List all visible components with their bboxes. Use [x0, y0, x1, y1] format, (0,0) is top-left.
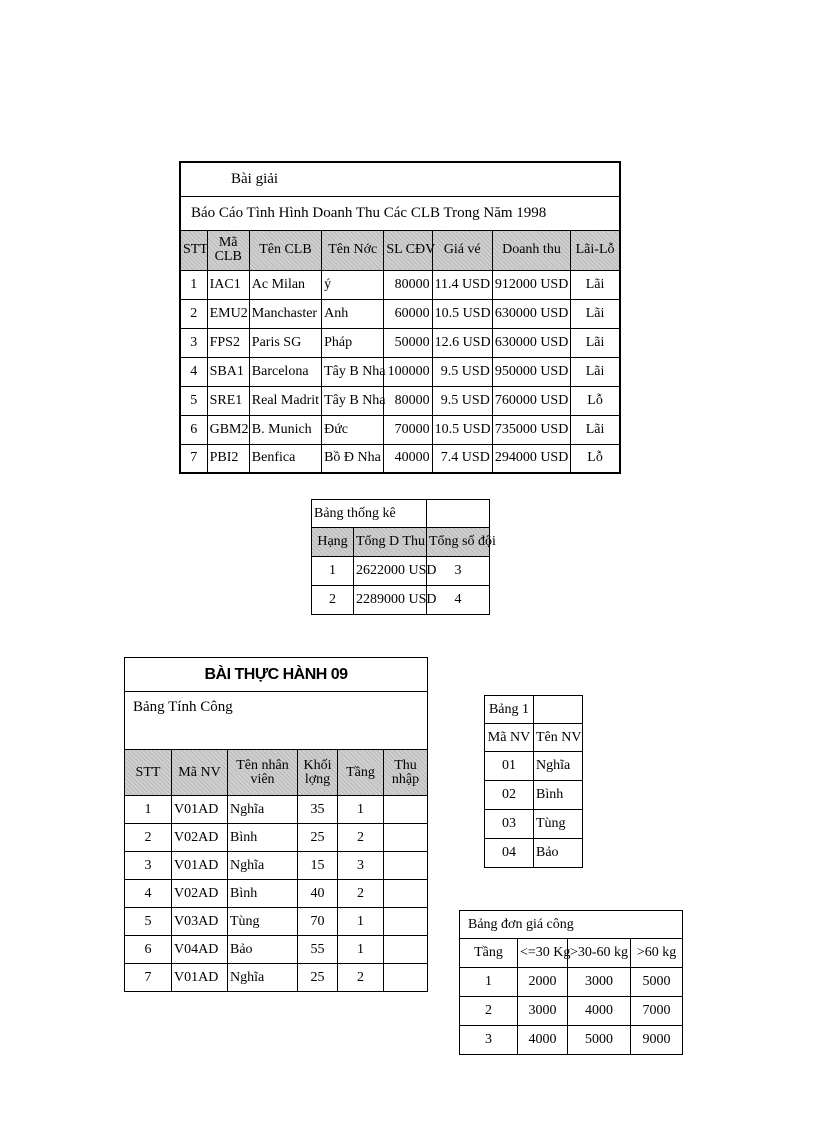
cell: 1 [312, 557, 354, 586]
col-header: Tên NV [534, 724, 583, 752]
cell: B. Munich [249, 415, 321, 444]
cell: 40000 [384, 444, 432, 473]
stats-table [311, 499, 496, 615]
cell: 5 [180, 386, 207, 415]
cell: V01AD [172, 964, 228, 992]
table1-header-row [485, 724, 583, 752]
cell: 3000 [518, 997, 568, 1026]
cell: 2 [338, 964, 384, 992]
cell: Bảo [228, 936, 298, 964]
cell: 4 [180, 357, 207, 386]
cell: 9.5 USD [432, 357, 492, 386]
cell: 2 [125, 824, 172, 852]
report-title: Báo Cáo Tình Hình Doanh Thu Các CLB Trong Năm 1998 [180, 196, 620, 230]
cell: Tây B Nha [322, 386, 384, 415]
table-row [485, 839, 583, 868]
cell: 3 [460, 1026, 518, 1055]
practice-heading-row [125, 658, 428, 692]
cell: Real Madrit [249, 386, 321, 415]
cell: 735000 USD [492, 415, 570, 444]
table-row [180, 299, 620, 328]
table-row [125, 936, 428, 964]
cell: Lãi [571, 415, 620, 444]
cell: Tùng [228, 908, 298, 936]
cell: Bình [534, 781, 583, 810]
table-row [125, 824, 428, 852]
stats-title-row [312, 500, 490, 528]
cell: 2 [460, 997, 518, 1026]
practice-title: Bảng Tính Công [125, 692, 428, 750]
table-row [180, 386, 620, 415]
cell: 7 [125, 964, 172, 992]
cell: 35 [298, 796, 338, 824]
table-row [125, 964, 428, 992]
price-table [459, 910, 683, 1055]
cell: 950000 USD [492, 357, 570, 386]
work-table [124, 657, 428, 992]
cell [384, 852, 428, 880]
table-row [460, 968, 683, 997]
cell: 1 [125, 796, 172, 824]
col-header: >60 kg [631, 939, 683, 968]
col-header: Lãi-Lỗ [571, 230, 620, 270]
cell: Pháp [322, 328, 384, 357]
cell: 630000 USD [492, 299, 570, 328]
cell: 5000 [631, 968, 683, 997]
cell: 9000 [631, 1026, 683, 1055]
practice-title-row [125, 692, 428, 750]
cell: Bồ Đ Nha [322, 444, 384, 473]
cell: 6 [180, 415, 207, 444]
col-header: Mã NV [172, 750, 228, 796]
cell: 2 [338, 880, 384, 908]
cell [384, 964, 428, 992]
col-header: Hạng [312, 528, 354, 557]
cell: 12.6 USD [432, 328, 492, 357]
cell: 3000 [568, 968, 631, 997]
table-row [180, 328, 620, 357]
col-header: Tầng [460, 939, 518, 968]
cell: IAC1 [207, 270, 249, 299]
cell: 4000 [518, 1026, 568, 1055]
cell: 50000 [384, 328, 432, 357]
cell: 1 [338, 796, 384, 824]
cell [384, 796, 428, 824]
table-row [180, 357, 620, 386]
cell: Paris SG [249, 328, 321, 357]
cell: 2 [312, 586, 354, 615]
cell: V03AD [172, 908, 228, 936]
table-row [180, 270, 620, 299]
cell: 15 [298, 852, 338, 880]
cell: Lãi [571, 299, 620, 328]
cell [534, 696, 583, 724]
cell: Lỗ [571, 386, 620, 415]
cell: 2622000 USD [354, 557, 427, 586]
work-header-row [125, 750, 428, 796]
cell: Bình [228, 880, 298, 908]
table-row [312, 586, 490, 615]
cell: 2000 [518, 968, 568, 997]
cell [384, 908, 428, 936]
cell: 10.5 USD [432, 299, 492, 328]
cell: FPS2 [207, 328, 249, 357]
table-row [312, 557, 490, 586]
cell: 60000 [384, 299, 432, 328]
cell: 04 [485, 839, 534, 868]
col-header: SL CĐV [384, 230, 432, 270]
cell: Benfica [249, 444, 321, 473]
cell: 3 [338, 852, 384, 880]
col-header: >30-60 kg [568, 939, 631, 968]
col-header: <=30 Kg [518, 939, 568, 968]
table1-title: Bảng 1 [485, 696, 534, 724]
cell [384, 880, 428, 908]
cell [384, 936, 428, 964]
col-header: Thu nhập [384, 750, 428, 796]
cell: PBI2 [207, 444, 249, 473]
cell [384, 824, 428, 852]
table-row [485, 810, 583, 839]
col-header: Khối lợng [298, 750, 338, 796]
employee-lookup-table [484, 695, 583, 868]
cell: ý [322, 270, 384, 299]
table-row [485, 781, 583, 810]
cell: 2 [338, 824, 384, 852]
cell: 2289000 USD [354, 586, 427, 615]
cell: 3 [125, 852, 172, 880]
cell: Anh [322, 299, 384, 328]
practice-heading: BÀI THỰC HÀNH 09 [125, 658, 428, 692]
cell: Nghĩa [228, 796, 298, 824]
col-header: Tổng số đội [427, 528, 490, 557]
cell: 1 [338, 908, 384, 936]
col-header: Tầng [338, 750, 384, 796]
cell: 3 [180, 328, 207, 357]
cell: Bảo [534, 839, 583, 868]
cell: 70 [298, 908, 338, 936]
cell: 100000 [384, 357, 432, 386]
cell: Manchaster [249, 299, 321, 328]
cell: 294000 USD [492, 444, 570, 473]
col-header: Tên nhân viên [228, 750, 298, 796]
cell: 11.4 USD [432, 270, 492, 299]
cell: Nghĩa [228, 852, 298, 880]
table-row [125, 908, 428, 936]
table-row [460, 1026, 683, 1055]
cell: 5000 [568, 1026, 631, 1055]
cell: EMU2 [207, 299, 249, 328]
col-header: Mã NV [485, 724, 534, 752]
cell: 1 [180, 270, 207, 299]
table-row [180, 444, 620, 473]
cell: V02AD [172, 880, 228, 908]
cell: Lãi [571, 328, 620, 357]
table-row [180, 415, 620, 444]
cell: SRE1 [207, 386, 249, 415]
col-header: Tổng D Thu [354, 528, 427, 557]
cell: 1 [460, 968, 518, 997]
cell: Lỗ [571, 444, 620, 473]
cell: 25 [298, 824, 338, 852]
cell: 02 [485, 781, 534, 810]
club-revenue-table [179, 161, 621, 474]
cell: 3 [427, 557, 490, 586]
table-row [485, 752, 583, 781]
cell: 5 [125, 908, 172, 936]
cell: 25 [298, 964, 338, 992]
cell: 7.4 USD [432, 444, 492, 473]
table1-block [484, 695, 583, 868]
cell: 7 [180, 444, 207, 473]
cell: 9.5 USD [432, 386, 492, 415]
cell: V02AD [172, 824, 228, 852]
cell: Đức [322, 415, 384, 444]
table-row [125, 880, 428, 908]
cell: V01AD [172, 796, 228, 824]
report-heading-row [180, 162, 620, 196]
cell: 6 [125, 936, 172, 964]
cell: Lãi [571, 357, 620, 386]
col-header: STT [180, 230, 207, 270]
cell: V04AD [172, 936, 228, 964]
cell: 55 [298, 936, 338, 964]
table-row [125, 852, 428, 880]
price-header-row [460, 939, 683, 968]
table-row [460, 997, 683, 1026]
cell: Nghĩa [228, 964, 298, 992]
cell: 630000 USD [492, 328, 570, 357]
cell [427, 500, 490, 528]
report-title-row [180, 196, 620, 230]
cell: 01 [485, 752, 534, 781]
practice-block [124, 657, 428, 992]
cell: 03 [485, 810, 534, 839]
cell: SBA1 [207, 357, 249, 386]
stats-title: Bảng thống kê [312, 500, 427, 528]
cell: 7000 [631, 997, 683, 1026]
cell: 70000 [384, 415, 432, 444]
cell: Bình [228, 824, 298, 852]
cell: 760000 USD [492, 386, 570, 415]
col-header: Tên Nớc [322, 230, 384, 270]
cell: 80000 [384, 386, 432, 415]
col-header: Mã CLB [207, 230, 249, 270]
cell: GBM2 [207, 415, 249, 444]
cell: 4 [427, 586, 490, 615]
report-heading: Bài giải [180, 162, 620, 196]
cell: 40 [298, 880, 338, 908]
cell: Ac Milan [249, 270, 321, 299]
col-header: STT [125, 750, 172, 796]
cell: Tây B Nha [322, 357, 384, 386]
cell: V01AD [172, 852, 228, 880]
club-revenue-report [179, 161, 621, 474]
cell: 10.5 USD [432, 415, 492, 444]
stats-block [311, 499, 496, 615]
cell: Tùng [534, 810, 583, 839]
cell: 4000 [568, 997, 631, 1026]
cell: 80000 [384, 270, 432, 299]
table1-title-row [485, 696, 583, 724]
col-header: Tên CLB [249, 230, 321, 270]
cell: 912000 USD [492, 270, 570, 299]
cell: Lãi [571, 270, 620, 299]
cell: 1 [338, 936, 384, 964]
cell: 4 [125, 880, 172, 908]
col-header: Giá vé [432, 230, 492, 270]
price-block [459, 910, 683, 1055]
price-title-row [460, 911, 683, 939]
cell: 2 [180, 299, 207, 328]
stats-header-row [312, 528, 490, 557]
report-header-row [180, 230, 620, 270]
table-row [125, 796, 428, 824]
col-header: Doanh thu [492, 230, 570, 270]
cell: Barcelona [249, 357, 321, 386]
price-title: Bảng đơn giá công [460, 911, 683, 939]
cell: Nghĩa [534, 752, 583, 781]
